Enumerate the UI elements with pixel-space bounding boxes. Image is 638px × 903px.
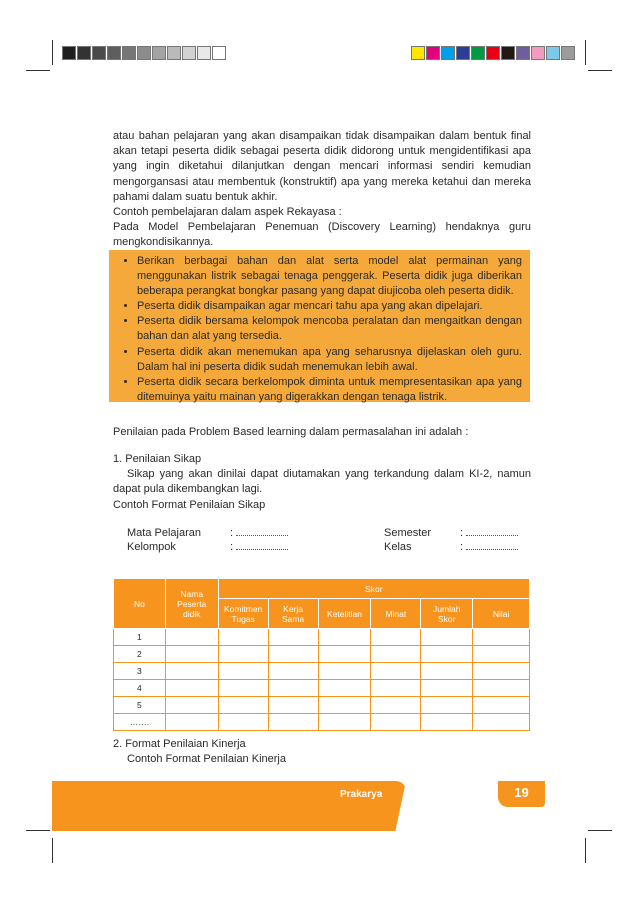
table-cell [371,629,421,646]
header-minat: Minat [371,599,421,629]
grey-swatch [107,46,121,60]
table-cell [473,663,530,680]
form-kelompok-label: Kelompok [127,541,176,553]
attitude-assessment-table [113,578,530,731]
form-mapel [127,526,201,540]
table-cell [318,714,371,731]
table-cell [218,714,268,731]
header-nama: Nama Peserta didik [165,579,218,629]
header-no: No [114,579,166,629]
table-cell [218,646,268,663]
table-cell [318,680,371,697]
grey-swatch [137,46,151,60]
grey-swatch [122,46,136,60]
table-cell [165,663,218,680]
table-cell [473,714,530,731]
discovery-text: Pada Model Pembelajaran Penemuan (Discovery Learning) hendaknya guru mengkondisikannya. [113,221,531,249]
list-item: • Berikan berbagai bahan dan alat serta model alat permainan yang menggunakan listrik sebagai tenaga penggerak. Peserta didik juga diberikan beberapa perangkat bongkar pasang yang dapat diujicoba oleh peserta didik. [137,254,522,299]
form-kelas-label: Kelas [384,541,412,553]
row-number-cell: 3 [114,663,166,680]
table-cell [421,629,473,646]
form-mapel-label: Mata Pelajaran [127,527,201,539]
blank-line [236,541,288,550]
blank-line [236,527,288,536]
crop-mark-top-left-h [26,70,50,71]
table-cell [165,714,218,731]
color-swatch [501,46,515,60]
table-cell [371,714,421,731]
color-swatch [471,46,485,60]
table-cell [218,663,268,680]
colon: : [230,541,234,553]
table-row [114,663,530,680]
crop-mark-top-left-v [52,40,53,65]
header-kerja-sama: Kerja Sama [268,599,318,629]
table-cell [165,680,218,697]
table-cell [165,697,218,714]
color-swatch [456,46,470,60]
table-cell [473,646,530,663]
colon: : [460,527,464,539]
table-cell [421,680,473,697]
color-calibration-bar [411,46,576,60]
color-swatch [441,46,455,60]
row-number-cell: 1 [114,629,166,646]
list-item: • Peserta didik akan menemukan apa yang seharusnya dijelaskan oleh guru. Dalam hal ini peserta didik sudah menemukan lebih awal. [137,345,522,375]
table-cell [218,680,268,697]
greyscale-calibration-bar [62,46,227,60]
table-row [114,697,530,714]
table-cell [371,680,421,697]
table-cell [268,714,318,731]
form-kelompok [127,540,176,554]
color-swatch [546,46,560,60]
table-cell [421,714,473,731]
form-kelas-value [460,540,518,554]
intro-text: atau bahan pelajaran yang akan disampaikan tidak disampaikan dalam bentuk final akan tetapi peserta didik sebagai peserta didik didorong untuk mengidentifikasi apa yang ingin diketahui dilanjutkan dengan mencari informasi sendiri kemudian mengorgansasi atau membentuk (konstruktif) apa yang mereka ketahui dan mereka pahami dalam suatu bentuk akhir. [113,130,531,203]
table-row [114,646,530,663]
page-number: 19 [514,785,529,800]
table-cell [421,697,473,714]
table-cell [268,646,318,663]
table-cell [318,646,371,663]
table-cell [473,629,530,646]
footer-subject-label: Prakarya [340,789,383,800]
example-block [113,205,531,251]
grey-swatch [212,46,226,60]
form-kelas [384,540,412,554]
example-heading: Contoh pembelajaran dalam aspek Rekayasa : [113,206,342,218]
table-row [114,680,530,697]
table-cell [165,646,218,663]
grey-swatch [182,46,196,60]
blank-line [466,527,518,536]
table-cell [421,663,473,680]
header-ketelitian: Ketelitian [318,599,371,629]
table-cell [268,629,318,646]
list-item: • Peserta didik disampaikan agar mencari tahu apa yang akan dipelajari. [137,299,522,314]
discovery-steps-list [109,250,530,405]
form-semester-value [460,526,518,540]
table-cell [318,629,371,646]
form-semester [384,526,431,540]
header-komitmen: Komitmen Tugas [218,599,268,629]
list-item: • Peserta didik secara berkelompok diminta untuk mempresentasikan apa yang ditemuinya yaitu mainan yang digerakkan dengan tenaga listrik. [137,375,522,405]
table-cell [371,646,421,663]
color-swatch [516,46,530,60]
row-number-cell: 2 [114,646,166,663]
table-cell [268,680,318,697]
assessment-intro: Penilaian pada Problem Based learning dalam permasalahan ini adalah : [113,426,469,438]
header-nilai: Nilai [473,599,530,629]
table-cell [318,697,371,714]
grey-swatch [62,46,76,60]
table-cell [218,697,268,714]
color-swatch [411,46,425,60]
grey-swatch [77,46,91,60]
section-1 [113,452,531,498]
form-kelompok-value [230,540,288,554]
crop-mark-bottom-right-h [588,830,612,831]
grey-swatch [152,46,166,60]
row-number-cell: 4 [114,680,166,697]
table-cell [473,680,530,697]
table-cell [165,629,218,646]
table-cell [371,697,421,714]
table-cell [268,663,318,680]
color-swatch [486,46,500,60]
crop-mark-bottom-left-h [26,830,50,831]
colon: : [460,541,464,553]
format-title: Contoh Format Penilaian Sikap [113,499,266,511]
section-2 [113,737,531,767]
list-item: • Peserta didik bersama kelompok mencoba peralatan dan mengaitkan dengan bahan dan alat yang tersedia. [137,314,522,344]
table-cell [421,646,473,663]
table-cell [473,697,530,714]
crop-mark-bottom-right-v [585,838,586,863]
row-number-cell: 5 [114,697,166,714]
table-row [114,714,530,731]
color-swatch [531,46,545,60]
header-skor: Skor [218,579,529,599]
color-swatch [561,46,575,60]
grey-swatch [92,46,106,60]
section-1-title: 1. Penilaian Sikap [113,453,202,465]
table-cell [218,629,268,646]
discovery-steps-box [109,250,530,402]
table-cell [318,663,371,680]
grey-swatch [167,46,181,60]
color-swatch [426,46,440,60]
table-cell [371,663,421,680]
row-number-cell: ……. [114,714,166,731]
table-cell [268,697,318,714]
blank-line [466,541,518,550]
section-1-text: Sikap yang akan dinilai dapat diutamakan yang terkandung dalam KI-2, namun dapat pula dikembangkan lagi. [113,468,531,496]
form-mapel-value [230,526,288,540]
intro-paragraph [113,129,531,205]
header-jumlah-skor: Jumlah Skor [421,599,473,629]
crop-mark-top-right-v [585,40,586,65]
colon: : [230,527,234,539]
section-2-title: 2. Format Penilaian Kinerja [113,738,246,750]
crop-mark-top-right-h [588,70,612,71]
grey-swatch [197,46,211,60]
section-2-sub: Contoh Format Penilaian Kinerja [127,753,286,766]
form-semester-label: Semester [384,527,432,539]
table-row [114,629,530,646]
crop-mark-bottom-left-v [52,838,53,863]
